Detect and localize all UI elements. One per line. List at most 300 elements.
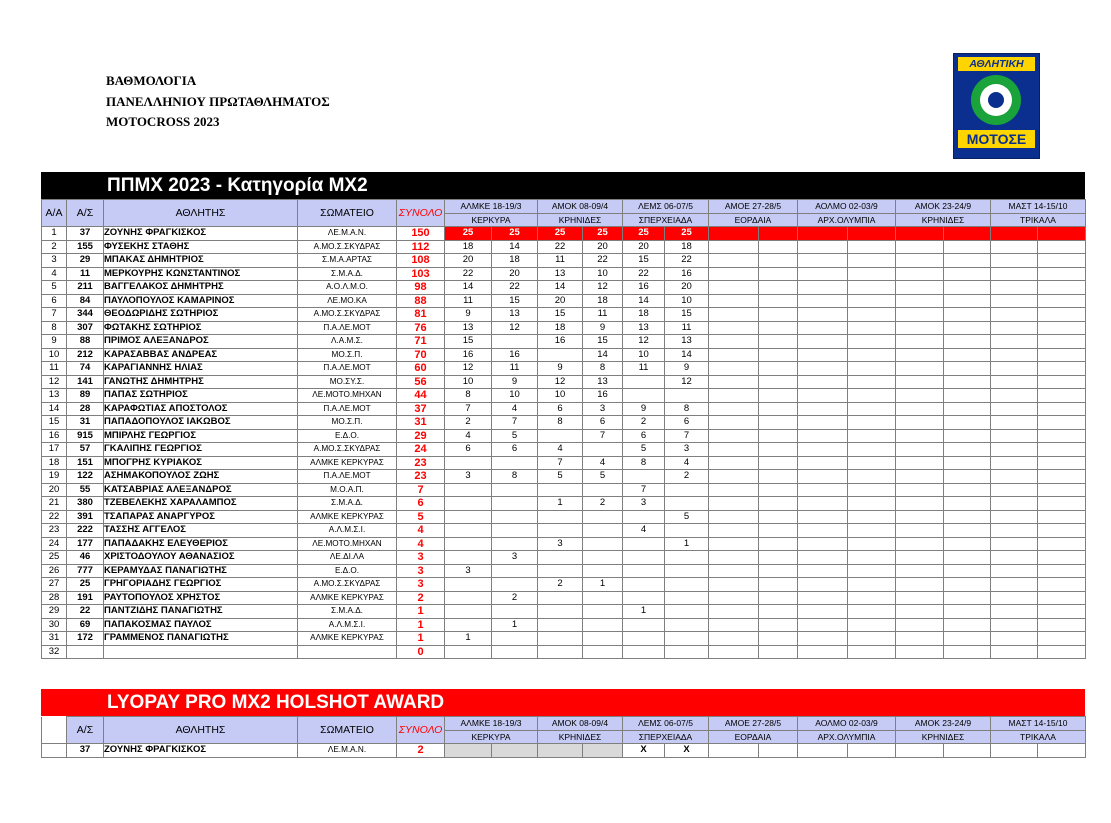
race-points-cell [944,362,991,376]
rider-name-cell: ΖΟΥΝΗΣ ΦΡΑΓΚΙΣΚΟΣ [104,227,298,241]
race-points-cell: 22 [492,281,538,295]
table-row [42,578,1086,592]
table-row [42,456,1086,470]
club-cell: ΑΛΜΚΕ ΚΕΡΚΥΡΑΣ [298,510,397,524]
table-row [42,227,1086,241]
award-round-7-club: ΜΑΣΤ 14-15/10 [991,717,1086,731]
total-points-cell: 88 [397,294,445,308]
total-points-cell: 23 [397,470,445,484]
table-row [42,564,1086,578]
race-points-cell [759,254,798,268]
race-points-cell [991,335,1038,349]
race-points-cell: 18 [445,240,492,254]
race-points-cell [991,227,1038,241]
race-points-cell [896,524,944,538]
total-points-cell: 44 [397,389,445,403]
race-number-cell: 391 [67,510,104,524]
holeshot-mark-cell [492,744,538,758]
race-points-cell [991,578,1038,592]
race-points-cell: 20 [538,294,583,308]
race-points-cell: 1 [445,632,492,646]
race-points-cell [759,605,798,619]
race-points-cell [991,321,1038,335]
race-points-cell [991,362,1038,376]
race-points-cell [709,254,759,268]
race-points-cell: 5 [665,510,709,524]
race-points-cell [944,267,991,281]
holeshot-mark-cell [759,744,798,758]
race-points-cell [665,483,709,497]
race-points-cell [759,429,798,443]
total-points-cell: 70 [397,348,445,362]
table-row [42,524,1086,538]
race-points-cell [848,416,896,430]
award-round-6-club: ΑΜΟΚ 23-24/9 [896,717,991,731]
race-points-cell [583,605,623,619]
race-points-cell [583,524,623,538]
race-points-cell [759,389,798,403]
round-4-club: ΑΜΟΕ 27-28/5 [709,200,798,214]
table-row [42,443,1086,457]
race-points-cell [848,281,896,295]
race-points-cell [896,281,944,295]
race-points-cell [759,645,798,659]
club-cell: Σ.Μ.Α.Δ. [298,605,397,619]
total-points-cell: 0 [397,645,445,659]
club-cell: ΑΛΜΚΕ ΚΕΡΚΥΡΑΣ [298,632,397,646]
total-points-cell: 150 [397,227,445,241]
race-points-cell [848,537,896,551]
race-points-cell: 2 [445,416,492,430]
race-points-cell [583,632,623,646]
race-points-cell [896,348,944,362]
rider-name-cell: ΑΣΗΜΑΚΟΠΟΥΛΟΣ ΖΩΗΣ [104,470,298,484]
race-points-cell [896,632,944,646]
rider-name-cell: ΠΑΠΑΔΑΚΗΣ ΕΛΕΥΘΕΡΙΟΣ [104,537,298,551]
race-number-cell: 31 [67,416,104,430]
race-points-cell [848,402,896,416]
race-points-cell: 4 [445,429,492,443]
position-cell: 6 [42,294,67,308]
race-points-cell [492,564,538,578]
race-points-cell: 13 [583,375,623,389]
race-points-cell: 15 [445,335,492,349]
race-points-cell: 7 [445,402,492,416]
title-line-1: ΒΑΘΜΟΛΟΓΙΑ [106,73,197,88]
race-points-cell [759,564,798,578]
race-points-cell: 22 [665,254,709,268]
race-points-cell [848,321,896,335]
race-points-cell [944,483,991,497]
race-points-cell: 6 [538,402,583,416]
round-6-club: ΑΜΟΚ 23-24/9 [896,200,991,214]
race-points-cell [623,470,665,484]
total-points-cell: 29 [397,429,445,443]
total-points-cell: 103 [397,267,445,281]
total-points-cell: 71 [397,335,445,349]
rider-name-cell: ΘΕΟΔΩΡΙΔΗΣ ΣΩΤΗΡΙΟΣ [104,308,298,322]
race-points-cell [709,402,759,416]
race-points-cell [991,416,1038,430]
position-cell: 8 [42,321,67,335]
position-cell: 23 [42,524,67,538]
race-points-cell [848,510,896,524]
race-points-cell [709,321,759,335]
race-points-cell [1038,524,1086,538]
race-points-cell [492,524,538,538]
race-points-cell: 8 [583,362,623,376]
rider-name-cell: ΚΑΡΑΦΩΤΙΑΣ ΑΠΟΣΤΟΛΟΣ [104,402,298,416]
award-round-2-club: ΑΜΟΚ 08-09/4 [538,717,623,731]
race-points-cell [991,524,1038,538]
race-number-cell: 915 [67,429,104,443]
position-cell: 11 [42,362,67,376]
club-cell: Μ.Ο.Α.Π. [298,483,397,497]
race-number-cell: 84 [67,294,104,308]
race-points-cell [709,524,759,538]
race-points-cell [848,470,896,484]
race-points-cell [798,227,848,241]
table-row [42,254,1086,268]
position-cell: 27 [42,578,67,592]
race-points-cell [665,645,709,659]
race-points-cell [1038,308,1086,322]
round-5-club: ΑΟΛΜΟ 02-03/9 [798,200,896,214]
rider-name-cell: ΧΡΙΣΤΟΔΟΥΛΟΥ ΑΘΑΝΑΣΙΟΣ [104,551,298,565]
race-points-cell [1038,578,1086,592]
race-points-cell [709,497,759,511]
race-points-cell [709,483,759,497]
race-points-cell [665,564,709,578]
race-number-cell: 211 [67,281,104,295]
total-points-cell: 3 [397,578,445,592]
race-points-cell [991,429,1038,443]
race-points-cell [665,578,709,592]
race-points-cell: 15 [665,308,709,322]
race-points-cell: 18 [665,240,709,254]
race-points-cell: 25 [583,227,623,241]
race-points-cell: 18 [623,308,665,322]
race-points-cell [991,645,1038,659]
organization-logo [953,53,1040,159]
race-points-cell [1038,402,1086,416]
position-cell: 19 [42,470,67,484]
race-points-cell [848,362,896,376]
table-row [42,483,1086,497]
race-points-cell: 9 [665,362,709,376]
race-points-cell [759,240,798,254]
position-cell: 25 [42,551,67,565]
race-points-cell: 4 [583,456,623,470]
holeshot-mark-cell [709,744,759,758]
award-round-4-venue: ΕΟΡΔΑΙΑ [709,730,798,744]
holeshot-mark-cell [944,744,991,758]
race-points-cell [445,497,492,511]
race-points-cell [665,551,709,565]
race-number-cell: 69 [67,618,104,632]
position-cell: 24 [42,537,67,551]
race-number-cell: 777 [67,564,104,578]
race-points-cell: 11 [538,254,583,268]
race-points-cell [538,524,583,538]
race-points-cell [944,456,991,470]
race-points-cell [445,645,492,659]
rider-name-cell: ΒΑΓΓΕΛΑΚΟΣ ΔΗΜΗΤΡΗΣ [104,281,298,295]
position-cell: 2 [42,240,67,254]
race-points-cell [665,632,709,646]
race-points-cell [991,510,1038,524]
race-points-cell [896,389,944,403]
race-number-cell: 155 [67,240,104,254]
race-number-cell: 37 [67,227,104,241]
race-points-cell [1038,537,1086,551]
race-points-cell: 4 [492,402,538,416]
race-points-cell [896,578,944,592]
club-cell: Π.Α.ΛΕ.ΜΟΤ [298,402,397,416]
race-points-cell [896,618,944,632]
race-points-cell [445,551,492,565]
race-points-cell: 13 [492,308,538,322]
race-points-cell [759,578,798,592]
race-points-cell [896,645,944,659]
club-cell: Ε.Δ.Ο. [298,564,397,578]
race-points-cell [583,645,623,659]
race-points-cell: 3 [492,551,538,565]
race-points-cell: 8 [665,402,709,416]
race-points-cell: 2 [623,416,665,430]
race-points-cell [848,308,896,322]
round-3-club: ΛΕΜΣ 06-07/5 [623,200,709,214]
position-cell: 28 [42,591,67,605]
race-number-cell: 177 [67,537,104,551]
race-points-cell [798,402,848,416]
position-cell: 26 [42,564,67,578]
total-points-cell: 3 [397,564,445,578]
race-points-cell [759,294,798,308]
rider-name-cell: ΚΑΡΑΣΑΒΒΑΣ ΑΝΔΡΕΑΣ [104,348,298,362]
race-points-cell [944,389,991,403]
race-points-cell: 2 [583,497,623,511]
race-points-cell [538,645,583,659]
race-points-cell [583,443,623,457]
table-row [42,551,1086,565]
race-points-cell [896,429,944,443]
total-points-cell: 1 [397,605,445,619]
race-points-cell [709,551,759,565]
race-points-cell [896,443,944,457]
race-points-cell: 16 [492,348,538,362]
table-row [42,348,1086,362]
race-points-cell [759,267,798,281]
race-points-cell: 6 [665,416,709,430]
race-points-cell [896,456,944,470]
club-cell: ΛΕ.Μ.Α.Ν. [298,227,397,241]
race-points-cell [798,645,848,659]
race-points-cell: 22 [445,267,492,281]
race-points-cell [1038,294,1086,308]
race-points-cell [623,389,665,403]
race-points-cell [798,416,848,430]
race-points-cell [1038,443,1086,457]
race-points-cell [896,335,944,349]
standings-table [41,199,1086,659]
race-points-cell [492,456,538,470]
club-cell: ΛΕ.ΜΟ.ΚΑ [298,294,397,308]
award-blank-cell [42,744,67,758]
race-points-cell [991,348,1038,362]
race-points-cell [445,578,492,592]
position-cell: 29 [42,605,67,619]
rider-name-cell: ΤΑΣΣΗΣ ΑΓΓΕΛΟΣ [104,524,298,538]
position-cell: 9 [42,335,67,349]
race-points-cell [623,375,665,389]
award-club-cell: ΛΕ.Μ.Α.Ν. [298,744,397,758]
rider-name-cell: ΦΩΤΑΚΗΣ ΣΩΤΗΡΙΟΣ [104,321,298,335]
race-number-cell: 29 [67,254,104,268]
total-points-cell: 2 [397,591,445,605]
race-points-cell [896,510,944,524]
race-points-cell [848,591,896,605]
race-points-cell [848,443,896,457]
race-points-cell [848,267,896,281]
club-cell: Α.ΜΟ.Σ.ΣΚΥΔΡΑΣ [298,308,397,322]
race-points-cell [709,240,759,254]
race-points-cell: 10 [583,267,623,281]
race-points-cell [896,483,944,497]
title-line-2: ΠΑΝΕΛΛΗΝΙΟΥ ΠΡΩΤΑΘΛΗΜΑΤΟΣ [106,93,330,109]
total-points-cell: 56 [397,375,445,389]
total-points-cell: 1 [397,618,445,632]
race-points-cell [759,470,798,484]
race-points-cell: 12 [665,375,709,389]
race-points-cell: 5 [583,470,623,484]
race-points-cell [759,524,798,538]
race-points-cell [1038,281,1086,295]
position-cell: 30 [42,618,67,632]
race-number-cell: 191 [67,591,104,605]
race-points-cell [1038,389,1086,403]
total-points-cell: 1 [397,632,445,646]
award-round-1-venue: ΚΕΡΚΥΡΑ [445,730,538,744]
race-points-cell [1038,416,1086,430]
table-row [42,510,1086,524]
race-points-cell [445,591,492,605]
race-points-cell [896,497,944,511]
race-points-cell: 25 [623,227,665,241]
race-points-cell [848,389,896,403]
race-points-cell: 25 [665,227,709,241]
award-round-2-venue: ΚΡΗΝΙΔΕΣ [538,730,623,744]
rider-name-cell: ΠΡΙΜΟΣ ΑΛΕΞΑΝΔΡΟΣ [104,335,298,349]
total-points-cell: 5 [397,510,445,524]
rider-name-cell: ΚΑΡΑΓΙΑΝΝΗΣ ΗΛΙΑΣ [104,362,298,376]
club-cell: Α.ΜΟ.Σ.ΣΚΥΔΡΑΣ [298,443,397,457]
race-number-cell: 222 [67,524,104,538]
header-rider: ΑΘΛΗΤΗΣ [104,200,298,227]
holeshot-mark-cell [991,744,1038,758]
race-points-cell: 12 [445,362,492,376]
race-points-cell [538,348,583,362]
race-points-cell: 5 [538,470,583,484]
race-points-cell [759,362,798,376]
race-points-cell [991,497,1038,511]
race-points-cell [623,510,665,524]
club-cell: Α.ΜΟ.Σ.ΣΚΥΔΡΑΣ [298,240,397,254]
race-points-cell [991,591,1038,605]
race-points-cell [492,483,538,497]
race-points-cell [492,632,538,646]
race-points-cell [896,470,944,484]
race-number-cell: 11 [67,267,104,281]
position-cell: 3 [42,254,67,268]
race-points-cell [709,281,759,295]
club-cell: Σ.Μ.Α.ΑΡΤΑΣ [298,254,397,268]
round-3-venue: ΣΠΕΡΧΕΙΑΔΑ [623,213,709,227]
race-points-cell: 1 [538,497,583,511]
race-points-cell: 16 [665,267,709,281]
position-cell: 22 [42,510,67,524]
race-points-cell [798,281,848,295]
race-points-cell [798,632,848,646]
race-points-cell [623,578,665,592]
position-cell: 13 [42,389,67,403]
award-round-3-club: ΛΕΜΣ 06-07/5 [623,717,709,731]
race-points-cell [759,348,798,362]
race-points-cell: 9 [492,375,538,389]
race-points-cell [798,456,848,470]
race-points-cell [538,551,583,565]
race-points-cell [944,321,991,335]
race-points-cell [896,551,944,565]
race-points-cell [798,470,848,484]
total-points-cell: 4 [397,524,445,538]
race-points-cell [944,281,991,295]
race-points-cell: 10 [445,375,492,389]
race-points-cell [1038,510,1086,524]
race-points-cell [1038,645,1086,659]
holeshot-mark-cell [798,744,848,758]
race-points-cell: 5 [492,429,538,443]
table-row [42,605,1086,619]
award-round-5-venue: ΑΡΧ.ΟΛΥΜΠΙΑ [798,730,896,744]
race-points-cell [798,254,848,268]
race-points-cell [709,578,759,592]
race-points-cell [492,510,538,524]
race-points-cell [991,308,1038,322]
rider-name-cell: ΜΕΡΚΟΥΡΗΣ ΚΩΝΣΤΑΝΤΙΝΟΣ [104,267,298,281]
table-row [42,362,1086,376]
race-points-cell: 20 [445,254,492,268]
logo-bottom-text: ΜΟΤΟΣΕ [958,130,1035,148]
race-points-cell [848,294,896,308]
rider-name-cell: ΜΠΙΡΛΗΣ ΓΕΩΡΓΙΟΣ [104,429,298,443]
holeshot-mark-cell [1038,744,1086,758]
race-points-cell [759,227,798,241]
race-points-cell: 4 [623,524,665,538]
race-points-cell [1038,254,1086,268]
race-points-cell [848,456,896,470]
race-points-cell [944,591,991,605]
round-6-venue: ΚΡΗΝΙΔΕΣ [896,213,991,227]
race-points-cell [1038,240,1086,254]
award-header-rider: ΑΘΛΗΤΗΣ [104,717,298,744]
race-points-cell [944,402,991,416]
position-cell: 21 [42,497,67,511]
race-points-cell [798,605,848,619]
race-points-cell [848,335,896,349]
race-points-cell [538,605,583,619]
race-points-cell: 11 [623,362,665,376]
